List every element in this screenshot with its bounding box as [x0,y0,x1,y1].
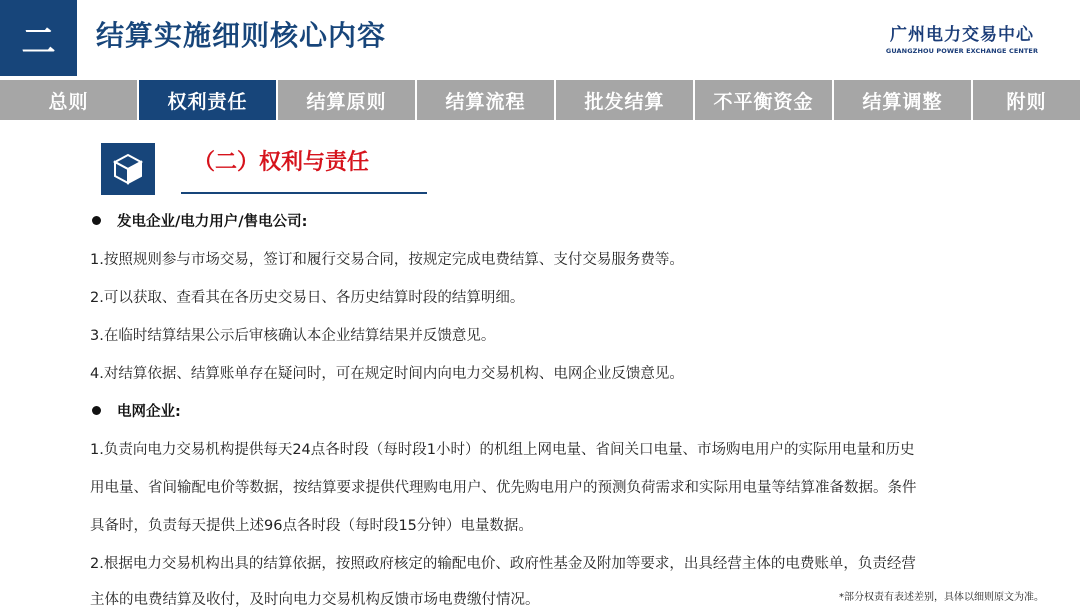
paragraph-line: 主体的电费结算及收付，及时向电力交易机构反馈市场电费缴付情况。 [90,592,540,608]
page-title: 结算实施细则核心内容 [96,19,387,52]
tab-rights-responsibilities[interactable]: 权利责任 [139,80,278,120]
section-nav-bar [0,80,1080,120]
bullet-icon [92,216,101,225]
tab-settlement-principles[interactable]: 结算原则 [278,80,417,120]
subsection-underline [181,192,427,194]
subsection-title: （二）权利与责任 [193,150,370,175]
company-logo [872,20,1052,55]
list-item: 4.对结算依据、结算账单存在疑问时，可在规定时间内向电力交易机构、电网企业反馈意见。 [90,366,684,382]
logo-english-name: GUANGZHOU POWER EXCHANGE CENTER [885,47,1039,55]
bullet-icon [92,406,101,415]
paragraph-line: 1.负责向电力交易机构提供每天24点各时段（每时段1小时）的机组上网电量、省间关口电量、市场购电用户的实际用电量和历史 [90,442,915,458]
tab-appendix[interactable]: 附则 [1006,90,1047,113]
tab-settlement-process[interactable]: 结算流程 [417,80,556,120]
group-heading-participants [92,210,307,231]
logo-chinese-name: 广州电力交易中心 [890,25,1034,45]
tab-wholesale-settlement[interactable]: 批发结算 [556,80,695,120]
group-heading-grid-company [92,400,181,421]
list-item: 2.可以获取、查看其在各历史交易日、各历史结算时段的结算明细。 [90,290,525,306]
group-heading-text: 电网企业: [117,404,181,420]
tab-general[interactable]: 总则 [0,80,139,120]
footnote: *部分权责有表述差别，具体以细则原文为准。 [839,592,1044,603]
section-number-badge: 二 [0,0,77,76]
paragraph-line: 具备时，负责每天提供上述96点各时段（每时段15分钟）电量数据。 [90,518,533,534]
list-item: 1.按照规则参与市场交易，签订和履行交易合同，按规定完成电费结算、支付交易服务费等。 [90,252,684,268]
cube-icon [101,143,155,195]
paragraph-line: 用电量、省间输配电价等数据，按结算要求提供代理购电用户、优先购电用户的预测负荷需求和实际用电量等结算准备数据。条件 [90,480,917,496]
tab-imbalance-funds[interactable]: 不平衡资金 [695,80,834,120]
group-heading-text: 发电企业/电力用户/售电公司: [117,214,308,230]
tab-settlement-adjustment[interactable]: 结算调整 [834,80,973,120]
paragraph-line: 2.根据电力交易机构出具的结算依据，按照政府核定的输配电价、政府性基金及附加等要求，出具经营主体的电费账单，负责经营 [90,556,916,572]
list-item: 3.在临时结算结果公示后审核确认本企业结算结果并反馈意见。 [90,328,496,344]
